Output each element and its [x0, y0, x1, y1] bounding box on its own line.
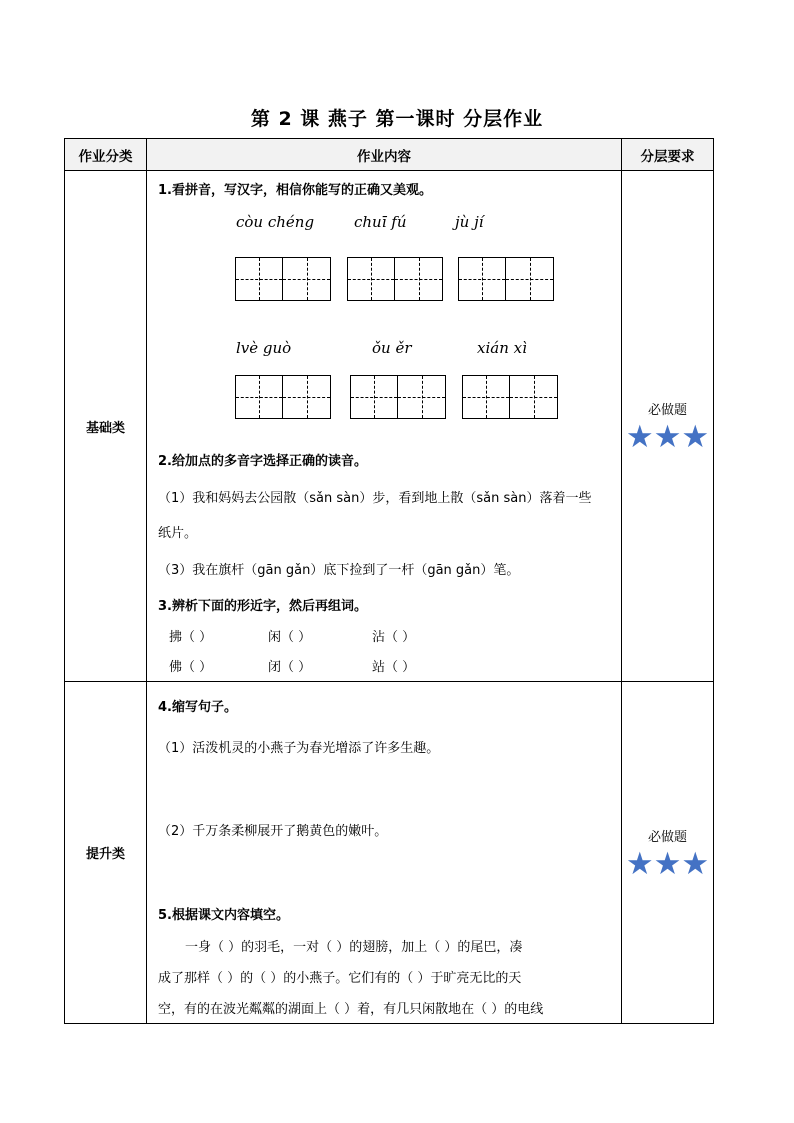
- advanced-row: [65, 682, 714, 1024]
- q2-title: 2.给加点的多音字选择正确的读音。: [158, 454, 367, 469]
- q2-line1b: 纸片。: [158, 526, 198, 541]
- page-title: 第 2 课 燕子 第一课时 分层作业: [250, 108, 544, 130]
- q4-title: 4.缩写句子。: [158, 700, 237, 715]
- pinyin-1: còu chéng: [236, 213, 315, 231]
- q4-sentence1: （1）活泼机灵的小燕子为春光增添了许多生趣。: [158, 741, 440, 756]
- pinyin-3: jù jí: [455, 213, 484, 231]
- level-basic: [622, 171, 714, 682]
- q3-r2-c1: 佛（ ）: [169, 660, 213, 675]
- header-content: 作业内容: [147, 139, 622, 171]
- writing-box-3[interactable]: [458, 257, 554, 301]
- advanced-content: [147, 682, 622, 1024]
- q5-line1: 一身（ ）的羽毛，一对（ ）的翅膀，加上（ ）的尾巴，凑: [185, 940, 523, 955]
- header-level: 分层要求: [622, 139, 714, 171]
- q2-line1: （1）我和妈妈去公园散（sǎn sàn）步，看到地上散（sǎn sàn）落着一些: [158, 491, 592, 506]
- star-rating: ★★★: [625, 419, 710, 455]
- pinyin-4: lvè guò: [236, 339, 292, 357]
- category-basic: 基础类: [65, 171, 147, 682]
- pinyin-6: xián xì: [477, 339, 527, 357]
- q3-title: 3.辨析下面的形近字，然后再组词。: [158, 599, 367, 614]
- header-category: 作业分类: [65, 139, 147, 171]
- q3-r1-c3: 沾（ ）: [372, 630, 416, 645]
- writing-box-5[interactable]: [350, 375, 446, 419]
- star-rating: ★★★: [625, 845, 710, 882]
- q3-r1-c1: 拂（ ）: [169, 630, 213, 645]
- pinyin-2: chuī fú: [354, 213, 407, 231]
- category-advanced: 提升类: [65, 682, 147, 1024]
- q5-line3: 空，有的在波光粼粼的湖面上（ ）着，有几只闲散地在（ ）的电线: [158, 1002, 544, 1017]
- requirement-label: 必做题: [647, 829, 687, 845]
- header-row: [65, 139, 714, 171]
- writing-box-6[interactable]: [462, 375, 558, 419]
- q3-r2-c3: 站（ ）: [372, 660, 416, 675]
- basic-row: [65, 171, 714, 682]
- homework-table: [64, 138, 714, 1024]
- writing-box-4[interactable]: [235, 375, 331, 419]
- level-advanced: [622, 682, 714, 1024]
- q5-title: 5.根据课文内容填空。: [158, 908, 289, 923]
- q2-line2: （3）我在旗杆（gān gǎn）底下捡到了一杆（gān gǎn）笔。: [158, 563, 520, 578]
- requirement-label: 必做题: [647, 403, 687, 418]
- q3-r1-c2: 闲（ ）: [268, 630, 312, 645]
- writing-box-1[interactable]: [235, 257, 331, 301]
- writing-box-2[interactable]: [347, 257, 443, 301]
- q4-sentence2: （2）千万条柔柳展开了鹅黄色的嫩叶。: [158, 824, 388, 839]
- q1-title: 1.看拼音，写汉字，相信你能写的正确又美观。: [158, 183, 432, 198]
- pinyin-5: ǒu ěr: [372, 339, 412, 357]
- q3-r2-c2: 闭（ ）: [268, 660, 312, 675]
- basic-content: [147, 171, 622, 682]
- q5-line2: 成了那样（ ）的（ ）的小燕子。它们有的（ ）于旷亮无比的天: [158, 971, 522, 986]
